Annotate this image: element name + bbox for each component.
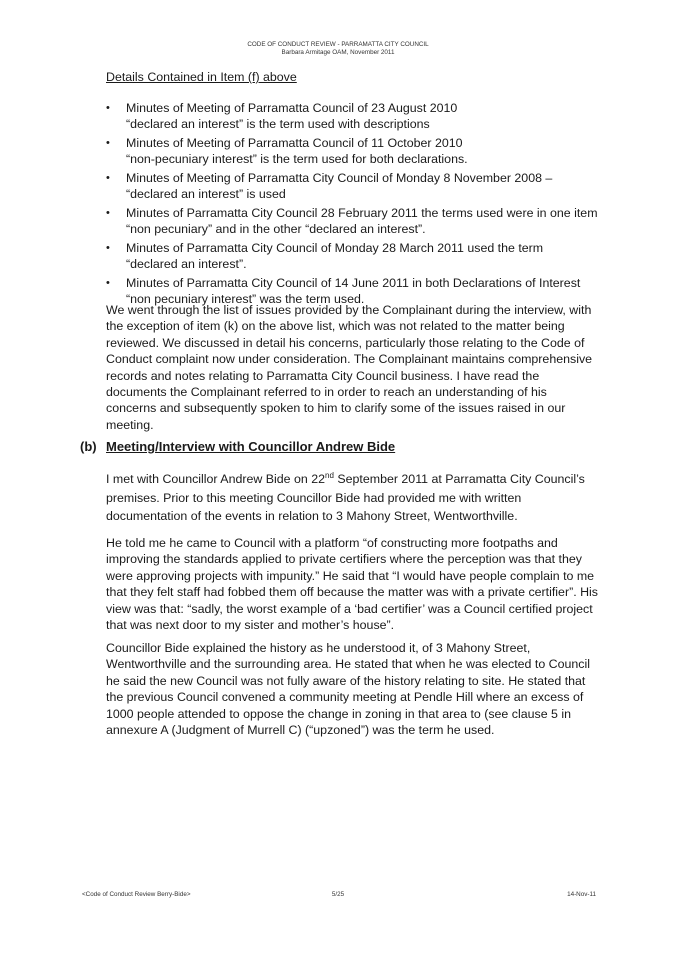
footer-date: 14-Nov-11 — [567, 891, 596, 898]
complainant-paragraph: We went through the list of issues provided by the Complainant during the interview, with the exception of item (k) on the above list, which was not related to the matter being reviewed. We discussed in detail his concerns, particularly those relating to the Code of Conduct complaint now under consideration. The Complainant maintains comprehensive records and notes relating to Parramatta City Council business. I have read the documents the Complainant referred to in order to reach an understanding of his concerns and subsequently spoken to him to clarify some of the issues raised in our meeting. — [106, 303, 593, 432]
header-line-1: CODE OF CONDUCT REVIEW - PARRAMATTA CITY COUNCIL — [247, 41, 429, 48]
list-item — [106, 240, 598, 273]
ordinal-suffix: nd — [325, 471, 334, 480]
list-item-text: Minutes of Meeting of Parramatta Council of 11 October 2010 “non-pecuniary interest” is the term used for both declarations. — [126, 136, 468, 167]
footer-page-number: 5/25 — [331, 891, 345, 898]
history-paragraph: Councillor Bide explained the history as he understood it, of 3 Mahony Street, Wentworthville and the surrounding area. He stated that when he was elected to Council he said the new Council was not fully aware of the history relating to site. He stated that the previous Council convened a community meeting at Pendle Hill where an excess of 1000 people attended to oppose the change in zoning in that area to (see clause 5 in annexure A (Judgment of Murrell C) (“upzoned”) was the term he used. — [106, 641, 590, 738]
list-item — [106, 135, 598, 168]
header-line-2: Barbara Armitage OAM, November 2011 — [281, 49, 395, 56]
running-header — [0, 41, 676, 57]
section-title: Meeting/Interview with Councillor Andrew Bide — [106, 439, 396, 454]
meeting-paragraph-start: I met with Councillor Andrew Bide on 22 — [106, 472, 326, 486]
platform-paragraph: He told me he came to Council with a platform “of constructing more footpaths and improving the standards applied to private certifiers where the perception was that they were approving projects with impunity.” He said that “I would have people complain to me that they felt staff had fobbed them off because the matter was with a private certifier”. His view was that: “sadly, the worst example of a ‘bad certifier’ was a Council certified project that was next door to my sister and mother’s house”. — [106, 536, 598, 633]
list-item-text: Minutes of Meeting of Parramatta Council of 23 August 2010 “declared an interest” is the term used with descriptions — [126, 101, 458, 132]
bullet-icon: • — [106, 172, 110, 184]
list-item — [106, 100, 598, 133]
list-item — [106, 170, 598, 203]
bullet-icon: • — [106, 207, 110, 219]
meeting-paragraph — [106, 470, 598, 526]
list-item-text: Minutes of Meeting of Parramatta City Council of Monday 8 November 2008 – “declared an interest” is used — [126, 171, 553, 202]
bullet-icon: • — [106, 277, 110, 289]
list-item-text: Minutes of Parramatta City Council of Monday 28 March 2011 used the term “declared an interest”. — [126, 241, 544, 272]
meeting-paragraph-end: September 2011 at Parramatta City Council’s premises. Prior to this meeting Councillor Bide had provided me with written documentation of the events in relation to 3 Mahony Street, Wentworthville. — [106, 472, 585, 524]
list-item-text: Minutes of Parramatta City Council 28 February 2011 the terms used were in one item “non pecuniary” and in the other “declared an interest”. — [126, 206, 598, 237]
bullet-icon: • — [106, 137, 110, 149]
bullet-icon: • — [106, 242, 110, 254]
list-item — [106, 205, 598, 238]
minutes-bullet-list — [106, 100, 598, 310]
footer-document-name: <Code of Conduct Review Berry-Bide> — [82, 891, 191, 898]
bullet-icon: • — [106, 102, 110, 114]
details-heading: Details Contained in Item (f) above — [106, 70, 297, 84]
section-letter: (b) — [80, 439, 97, 454]
section-heading-b — [80, 439, 395, 454]
list-item-text: Minutes of Parramatta City Council of 14 June 2011 in both Declarations of Interest “non pecuniary interest” was the term used. — [126, 276, 581, 307]
